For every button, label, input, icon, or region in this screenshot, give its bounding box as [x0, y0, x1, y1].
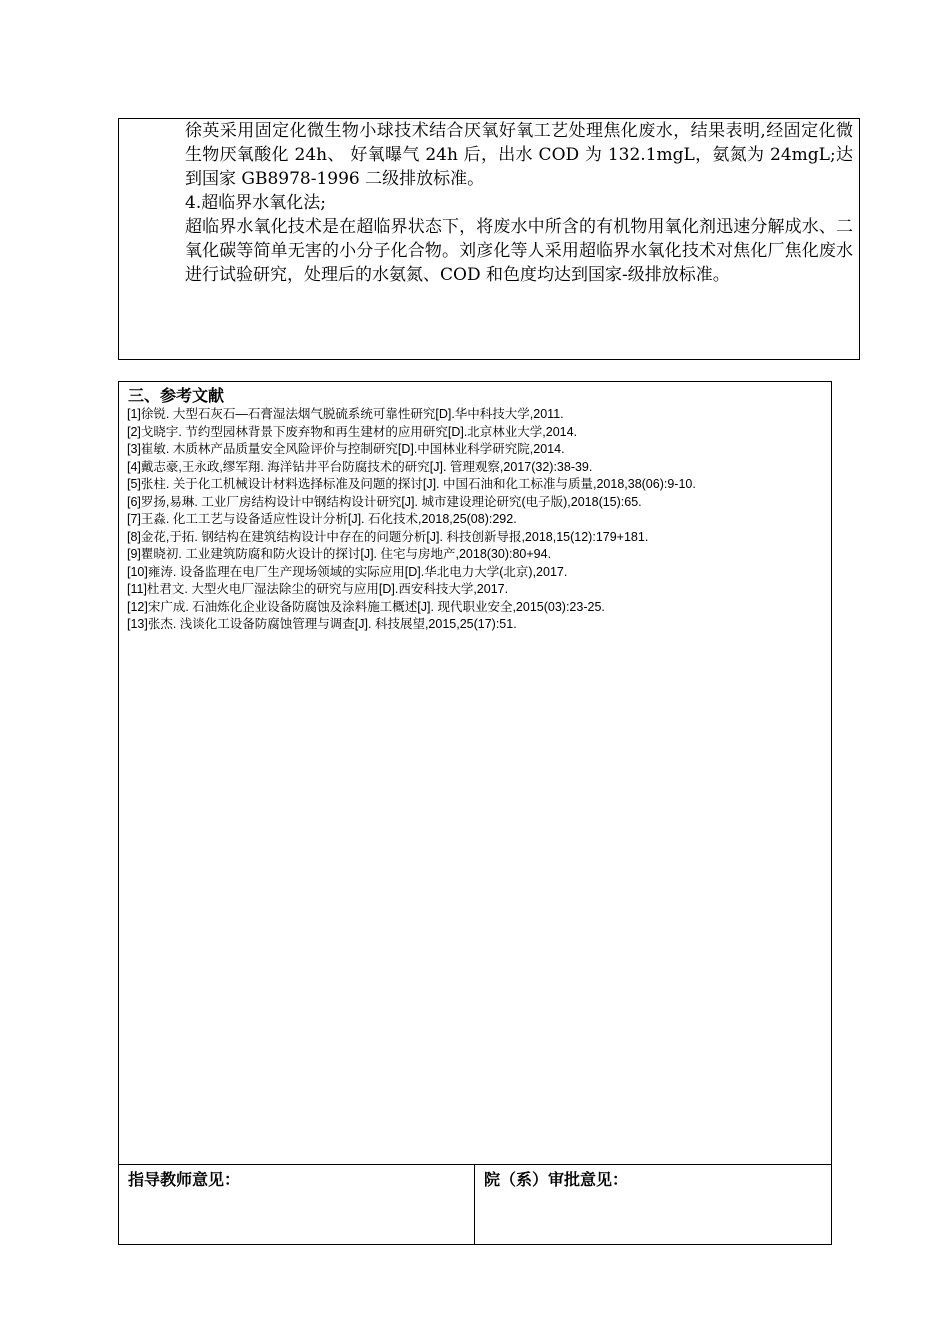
body-subheading-supercritical: 4.超临界水氧化法; — [185, 193, 326, 213]
advisor-opinion-cell[interactable] — [119, 1165, 475, 1245]
advisor-opinion-label: 指导教师意见： — [128, 1170, 241, 1189]
references-list — [127, 406, 696, 634]
department-approval-label: 院（系）审批意见： — [484, 1170, 629, 1189]
body-paragraph-supercritical: 超临界水氧化技术是在超临界状态下，将废水中所含的有机物用氧化剂迅速分解成水、二氧化碳等简单无害的小分子化合物。刘彦化等人采用超临界水氧化技术对焦化厂焦化废水进行试验研究，处理后的水氨氮、COD 和色度均达到国家-级排放标准。 — [185, 217, 853, 285]
references-heading: 三、参考文献 — [128, 386, 225, 405]
department-approval-cell[interactable] — [475, 1165, 831, 1245]
reference-item: [13]张杰. 浅谈化工设备防腐蚀管理与调查[J]. 科技展望,2015,25(17):51. — [127, 617, 517, 631]
reference-item: [8]金花,于拓. 钢结构在建筑结构设计中存在的问题分析[J]. 科技创新导报,2018,15(12):179+181. — [127, 529, 649, 544]
reference-item: [12]宋广成. 石油炼化企业设备防腐蚀及涂料施工概述[J]. 现代职业安全,2015(03):23-25. — [127, 599, 605, 614]
reference-item: [4]戴志豪,王永政,缪军翔. 海洋钻井平台防腐技术的研究[J]. 管理观察,2017(32):38-39. — [127, 459, 593, 474]
section-body-box — [118, 118, 860, 360]
opinion-row — [119, 1164, 831, 1244]
section-body-content — [185, 119, 853, 287]
body-paragraph-immobilized-microbe: 徐英采用固定化微生物小球技术结合厌氧好氧工艺处理焦化废水，结果表明,经固定化微生物厌氧酸化 24h、 好氧曝气 24h 后，出水 COD 为 132.1mgL，氨氮为 24mgL;达到国家 GB8978-1996 二级排放标准。 — [185, 121, 853, 189]
reference-item: [9]瞿晓初. 工业建筑防腐和防火设计的探讨[J]. 住宅与房地产,2018(30):80+94. — [127, 547, 552, 561]
reference-item: [10]雍涛. 设备监理在电厂生产现场领域的实际应用[D].华北电力大学(北京),2017. — [127, 564, 568, 579]
reference-item: [3]崔敏. 木质林产品质量安全风险评价与控制研究[D].中国林业科学研究院,2014. — [127, 442, 565, 456]
reference-item: [2]戈晓宇. 节约型园林背景下废弃物和再生建材的应用研究[D].北京林业大学,2014. — [127, 424, 578, 439]
references-box — [118, 381, 832, 1245]
reference-item: [6]罗扬,易琳. 工业厂房结构设计中钢结构设计研究[J]. 城市建设理论研究(电子版),2018(15):65. — [127, 494, 642, 509]
reference-item: [5]张柱. 关于化工机械设计材料选择标准及问题的探讨[J]. 中国石油和化工标准与质量,2018,38(06):9-10. — [127, 477, 696, 491]
reference-item: [7]王淼. 化工工艺与设备适应性设计分析[J]. 石化技术,2018,25(08):292. — [127, 512, 517, 526]
reference-item: [1]徐锐. 大型石灰石—石膏湿法烟气脱硫系统可靠性研究[D].华中科技大学,2011. — [127, 407, 564, 421]
reference-item: [11]杜君文. 大型火电厂湿法除尘的研究与应用[D].西安科技大学,2017. — [127, 582, 509, 596]
